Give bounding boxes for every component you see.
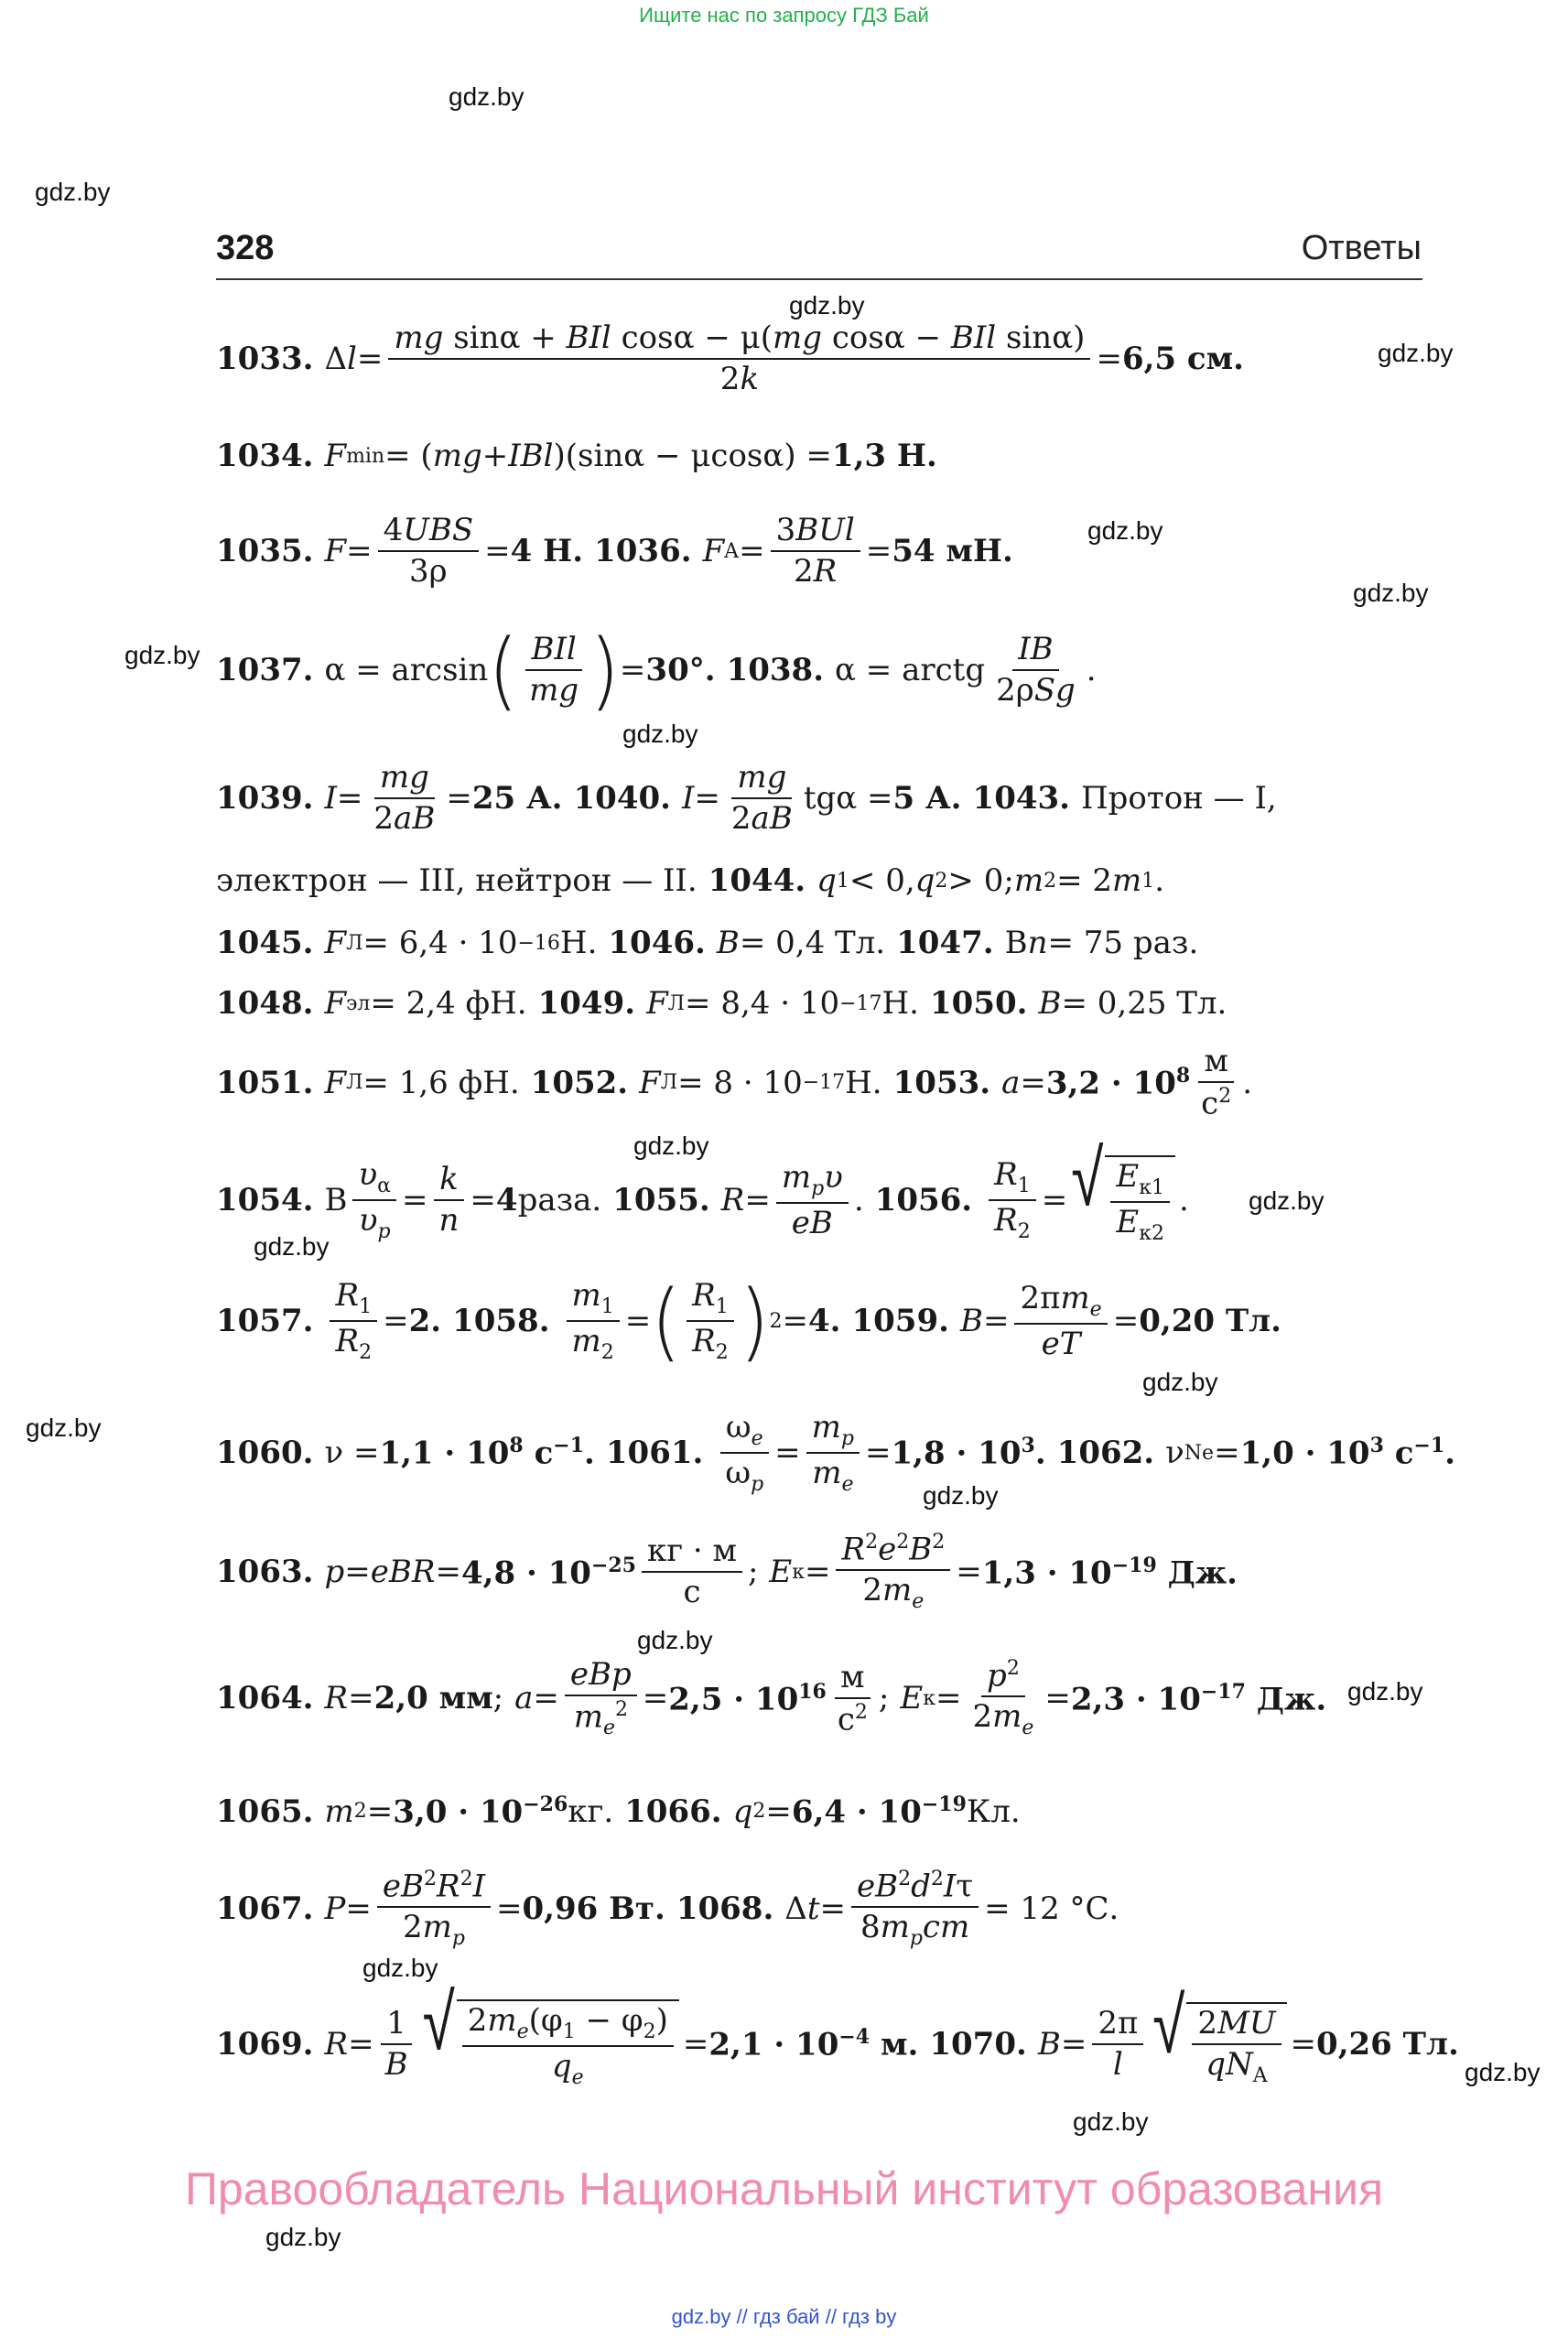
copyright-notice: Правообладатель Национальный институт образования <box>184 2163 1384 2215</box>
watermark: gdz.by <box>923 1481 999 1510</box>
problem-number: 1043. <box>972 780 1070 818</box>
watermark: gdz.by <box>1073 2107 1149 2136</box>
answer-1063: 1063. p = eBR = $4,8 \cdot 10^{-25}$ $\frac{кг \cdot м}{с}$ ; E к = $\frac{R^2e^2B^2}{2m_e}$ = $1,3 \cdot 10^{-19}$ Дж. <box>216 1531 1238 1614</box>
problem-number: 1061. <box>605 1435 704 1472</box>
header-rule <box>216 278 1422 280</box>
watermark: gdz.by <box>1378 339 1454 367</box>
problem-number: 1062. <box>1056 1435 1155 1472</box>
footer-links[interactable]: gdz.by // гдз бай // гдз by <box>671 2305 897 2328</box>
problem-number: 1060. <box>216 1435 314 1472</box>
watermark: gdz.by <box>265 2223 341 2251</box>
watermark: gdz.by <box>254 1232 330 1261</box>
answer-1065-1066: 1065. m 2 = $3,0 \cdot 10^{-26}$ кг. 1066. q 2 = $6,4 \cdot 10^{-19}$ Кл. <box>216 1792 1021 1831</box>
answer-1043-1044: электрон — III, нейтрон — II. 1044. q 1 < 0, q 2 > 0; m 2 = 2 m 1 . <box>216 862 1165 899</box>
problem-number: 1069. <box>216 2026 314 2063</box>
problem-number: 1033. <box>216 341 314 378</box>
problem-number: 1046. <box>608 925 706 961</box>
answer-1045-1047: 1045. F Л = 6,4 · 10 −16 Н. 1046. B = 0,4 Тл. 1047. В n = 75 раз. <box>216 925 1199 961</box>
watermark: gdz.by <box>637 1626 713 1654</box>
problem-number: 1052. <box>530 1064 629 1101</box>
answer-1054-1056: 1054. В $\frac{\upsilon_\alpha}{\upsilon_p}$ = $\frac{k}{n}$ = 4 раза. 1055. R = $\frac{m_p\upsilon}{eB}$ . 1056. $\frac{R_1}{R_2}$ = √ $\frac{E_{к1}}{E_{к2}}$ . <box>216 1133 1189 1245</box>
problem-number: 1066. <box>624 1792 722 1830</box>
problem-number: 1044. <box>708 862 806 899</box>
watermark: gdz.by <box>1087 516 1163 545</box>
watermark: gdz.by <box>124 641 200 669</box>
watermark: gdz.by <box>1142 1368 1218 1396</box>
watermark: gdz.by <box>789 291 865 319</box>
answer-text: Протон — I, <box>1081 780 1277 818</box>
answer-1060-1062: 1060. ν = $1,1 \cdot 10^8$ $с^{-1}$. 1061. $\frac{\omega_e}{\omega_p}$ = $\frac{m_p}{m_e}$ = $1,8 \cdot 10^3$. 1062. ν Ne = $1,0 \cdot 10^3$ $с^{-1}$. <box>216 1409 1456 1496</box>
problem-number: 1038. <box>726 652 825 689</box>
top-banner[interactable]: Ищите нас по запросу ГДЗ Бай <box>639 4 929 27</box>
answer-1034: 1034. F min = ( mg + IBl )(sinα − μcosα) = 1,3 Н. <box>216 438 937 474</box>
problem-number: 1034. <box>216 438 314 474</box>
watermark: gdz.by <box>622 720 698 748</box>
problem-number: 1045. <box>216 925 314 961</box>
answer-1033: 1033. Δ l = $\frac{\text{mg sinα + BIl cosα − μ(mg cosα − BIl sinα)}}{2k}$ = 6,5 см. <box>216 319 1244 398</box>
answer-1039-1043: 1039. I = $\frac{mg}{2aB}$ = 25 А. 1040. I = $\frac{mg}{2aB}$ tgα = 5 А. 1043. Протон — I, <box>216 759 1277 838</box>
problem-number: 1068. <box>676 1890 774 1928</box>
problem-number: 1053. <box>892 1064 991 1101</box>
answer-1051-1053: 1051. F Л = 1,6 фН. 1052. F Л = 8 · 10 −17 Н. 1053. a = $3,2 \cdot 10^8$ $\frac{м}{с^2}$ . <box>216 1043 1253 1122</box>
problem-number: 1035. <box>216 533 314 570</box>
answer-1035-1036: 1035. F = $\frac{\text{4UBS}}{3\rho}$ = 4 Н. 1036. F A = $\frac{\text{3BUl}}{2R}$ = 54 мН. <box>216 512 1013 590</box>
answer-text: электрон — III, нейтрон — II. <box>216 862 697 899</box>
answer-1067-1068: 1067. P = $\frac{eB^2R^2I}{2m_p}$ = 0,96 Вт. 1068. Δ t = $\frac{eB^2d^2I\tau}{8m_pcm}$ = 12 °С. <box>216 1868 1119 1951</box>
watermark: gdz.by <box>633 1132 709 1160</box>
watermark: gdz.by <box>362 1954 438 1982</box>
watermark: gdz.by <box>449 82 524 111</box>
watermark: gdz.by <box>1353 579 1429 607</box>
problem-number: 1040. <box>573 780 671 818</box>
problem-number: 1054. <box>216 1182 314 1219</box>
watermark: gdz.by <box>1347 1677 1423 1706</box>
problem-number: 1050. <box>930 985 1028 1022</box>
problem-number: 1067. <box>216 1890 314 1928</box>
problem-number: 1070. <box>929 2026 1027 2063</box>
problem-number: 1063. <box>216 1554 314 1591</box>
problem-number: 1058. <box>452 1303 550 1340</box>
problem-number: 1055. <box>612 1182 710 1219</box>
page-number: 328 <box>216 229 275 267</box>
answer-1064: 1064. R = 2,0 мм ; a = $\frac{\text{eBp}}{m_e^2}$ = $2,5 \cdot 10^{16}$ $\frac{м}{с^2}$ ; E к = $\frac{p^2}{2m_e}$ = $2,3 \cdot 10^{-17}$ Дж. <box>216 1656 1327 1740</box>
problem-number: 1049. <box>537 985 636 1022</box>
problem-number: 1064. <box>216 1680 314 1717</box>
answer-1048-1050: 1048. F эл = 2,4 фН. 1049. F Л = 8,4 · 10 −17 Н. 1050. B = 0,25 Тл. <box>216 985 1227 1022</box>
problem-number: 1059. <box>851 1303 949 1340</box>
problem-number: 1037. <box>216 652 314 689</box>
section-title: Ответы <box>1301 229 1422 267</box>
watermark: gdz.by <box>35 178 111 206</box>
watermark: gdz.by <box>26 1413 102 1442</box>
problem-number: 1039. <box>216 780 314 818</box>
problem-number: 1047. <box>896 925 994 961</box>
watermark: gdz.by <box>1465 2058 1541 2086</box>
problem-number: 1051. <box>216 1064 314 1101</box>
answer-1057-1059: 1057. $\frac{R_1}{R_2}$ = 2. 1058. $\frac{m_1}{m_2}$ = ( $\frac{R_1}{R_2}$ ) 2 = 4. 1059. B = $\frac{2\pi m_e}{eT}$ = 0,20 Тл. <box>216 1272 1281 1370</box>
answer-1037-1038: 1037. α = arcsin ( $\frac{\text{BIl}}{mg}$ ) = 30°. 1038. α = arctg $\frac{IB}{\text{2ρSg}}$ . <box>216 621 1097 720</box>
problem-number: 1057. <box>216 1303 314 1340</box>
answer-1069-1070: 1069. R = $\frac{1}{B}$ √ $\frac{2m_e(\varphi_1 - \varphi_2)}{q_e}$ = $2,1 \cdot 10^{-4}$ м. 1070. B = $\frac{2\pi}{l}$ √ $\frac{2MU}{qN_A}$ = 0,26 Тл. <box>216 1977 1459 2089</box>
problem-number: 1048. <box>216 985 314 1022</box>
problem-number: 1056. <box>874 1182 973 1219</box>
problem-number: 1036. <box>594 533 692 570</box>
problem-number: 1065. <box>216 1792 314 1830</box>
watermark: gdz.by <box>1249 1186 1325 1215</box>
